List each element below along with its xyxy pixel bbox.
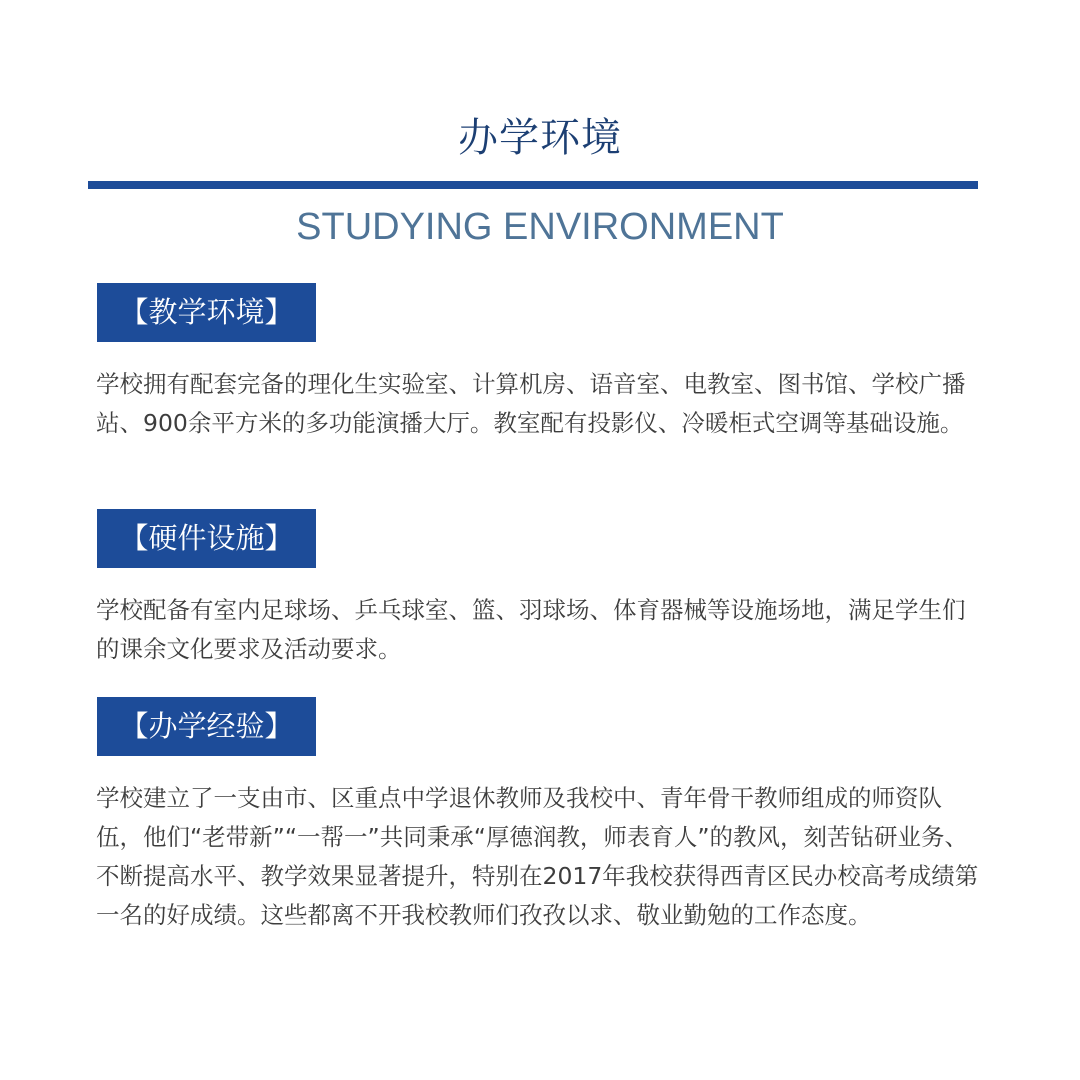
section-heading-teaching-environment: 【教学环境】 bbox=[97, 283, 316, 342]
section-body-teaching-environment: 学校拥有配套完备的理化生实验室、计算机房、语音室、电教室、图书馆、学校广播站、900余平方米的多功能演播大厅。教室配有投影仪、冷暖柜式空调等基础设施。 bbox=[96, 370, 966, 437]
section-body-school-experience: 学校建立了一支由市、区重点中学退休教师及我校中、青年骨干教师组成的师资队伍，他们“老带新”“一帮一”共同秉承“厚德润教，师表育人”的教风，刻苦钻研业务、不断提高水平、教学效果显著提升，特别在2017年我校获得西青区民办校高考成绩第一名的好成绩。这些都离不开我校教师们孜孜以求、敬业勤勉的工作态度。 bbox=[96, 784, 979, 929]
page-subtitle: STUDYING ENVIRONMENT bbox=[296, 206, 784, 248]
section-body-hardware-facilities: 学校配备有室内足球场、乒乓球室、篮、羽球场、体育器械等设施场地，满足学生们的课余文化要求及活动要求。 bbox=[96, 596, 966, 663]
section-heading-school-experience: 【办学经验】 bbox=[97, 697, 316, 756]
title-divider bbox=[88, 181, 978, 189]
page-title: 办学环境 bbox=[458, 115, 622, 161]
section-heading-hardware-facilities: 【硬件设施】 bbox=[97, 509, 316, 568]
